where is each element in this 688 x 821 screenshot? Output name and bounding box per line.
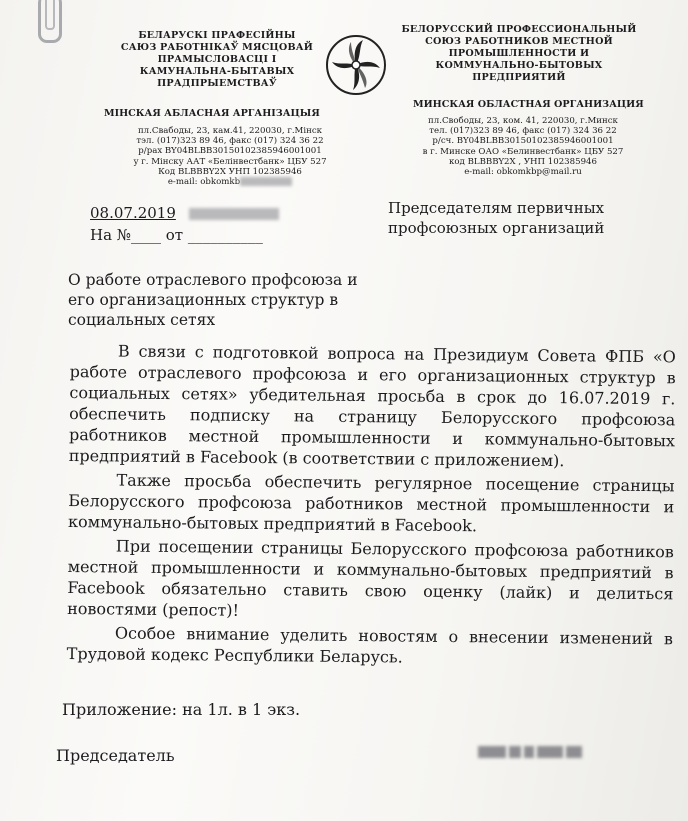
address-left-line: Код BLBBBY2X УНП 102385946	[158, 166, 302, 177]
address-left	[110, 126, 350, 187]
email-partial: e-mail: obkomkb	[167, 177, 241, 188]
header-right-title	[400, 24, 638, 84]
address-left-email	[110, 177, 350, 187]
body-paragraph: Также просьба обеспечить регулярное посещение страницы Белорусского профсоюза работников местной промышленности и коммунально-бытовых предприятий в Facebook.	[67, 470, 675, 536]
email-redaction	[240, 177, 292, 186]
header-right-line: БЕЛОРУССКИЙ ПРОФЕССИОНАЛЬНЫЙ	[401, 24, 637, 35]
body-paragraph: При посещении страницы Белорусского профсоюза работников местной промышленности и коммунально-бытовых предприятий в Facebook обязательно ставить свою оценку (лайк) и делиться новостями (репост)!	[67, 536, 674, 620]
address-right-line: e-mail: obkomkbp@mail.ru	[464, 167, 582, 178]
header-left-title	[92, 30, 342, 90]
attachment-note: Приложение: на 1л. в 1 экз.	[62, 700, 301, 719]
signer-title: Председатель	[56, 746, 175, 765]
body-paragraph: Особое внимание уделить новостям о внесении изменений в Трудовой кодекс Республики Беларусь.	[66, 623, 674, 667]
signer-name-redaction	[478, 741, 585, 760]
redaction-block	[478, 746, 506, 758]
address-left-line: пл.Свабоды, 23, кам.41, 220030, г.Мінск	[137, 126, 323, 136]
header-right-line: ПРЕДПРИЯТИЙ	[472, 72, 566, 83]
union-emblem-icon	[325, 34, 387, 96]
address-right-line: пл.Свободы, 23, ком. 41, 220030, г.Минск	[428, 116, 618, 126]
header-right-line: ПРОМЫШЛЕННОСТИ И	[448, 48, 590, 59]
address-left-line: тэл. (017)323 89 46, факс (017) 324 36 22	[136, 136, 324, 147]
header-left-line: КАМУНАЛЬНА-БЫТАВЫХ	[139, 66, 295, 77]
letter-body	[67, 340, 676, 673]
body-paragraph: В связи с подготовкой вопроса на Президиум Совета ФПБ «О работе отраслевого профсоюза и его организационных структур в социальных сетях» убедительная просьба в срок до 16.07.2019 г. обеспечить подписку на страницу Белорусского профсоюза работников местной промышленности и коммунально-бытовых предприятий в Facebook (в соответствии с приложением).	[68, 341, 676, 471]
redaction-block	[566, 746, 582, 758]
org-name-left: МІНСКАЯ АБЛАСНАЯ АРГАНІЗАЦЫЯ	[104, 108, 320, 119]
org-name-right: МИНСКАЯ ОБЛАСТНАЯ ОРГАНИЗАЦИЯ	[413, 99, 644, 110]
document-date	[90, 203, 279, 223]
addressee: Председателям первичных профсоюзных организаций	[388, 199, 605, 237]
paper-clip-inner	[45, 0, 55, 30]
address-left-line: у г. Мінску ААТ «Белінвестбанк» ЦБУ 527	[133, 156, 327, 167]
address-right-line: тел. (017)323 89 46, факс (017) 324 36 22	[429, 126, 617, 137]
subject: О работе отраслевого профсоюза и его организационных структур в социальных сетях	[68, 271, 358, 329]
header-left-line: ПРАМЫСЛОВАСЦІ І	[157, 54, 277, 65]
header-right-line: КОММУНАЛЬНО-БЫТОВЫХ	[435, 60, 603, 71]
redaction-block	[537, 746, 563, 758]
header-left-line: БЕЛАРУСКІ ПРАФЕСІЙНЫ	[138, 30, 296, 41]
redaction-block	[509, 746, 521, 758]
header-left-line: ПРАДПРЫЕМСТВАЎ	[157, 78, 277, 89]
reference-number-line: На №____ от __________	[90, 226, 263, 244]
address-left-line: р/рах BY04BLBB30150102385946001001	[138, 146, 322, 157]
address-right-line: код BLBBBY2X , УНП 102385946	[449, 156, 597, 167]
address-right	[405, 116, 641, 177]
header-right-line: СОЮЗ РАБОТНИКОВ МЕСТНОЙ	[425, 36, 613, 47]
reg-number-redaction	[189, 208, 279, 220]
header-left-line: САЮЗ РАБОТНІКАЎ МЯСЦОВАЙ	[120, 42, 314, 53]
address-right-line: р/сч. BY04BLBB30150102385946001001	[432, 136, 614, 147]
date-value: 08.07.2019	[90, 204, 176, 222]
redaction-block	[524, 746, 534, 758]
address-right-line: в г. Минске ОАО «Белинвестбанк» ЦБУ 527	[422, 146, 624, 157]
